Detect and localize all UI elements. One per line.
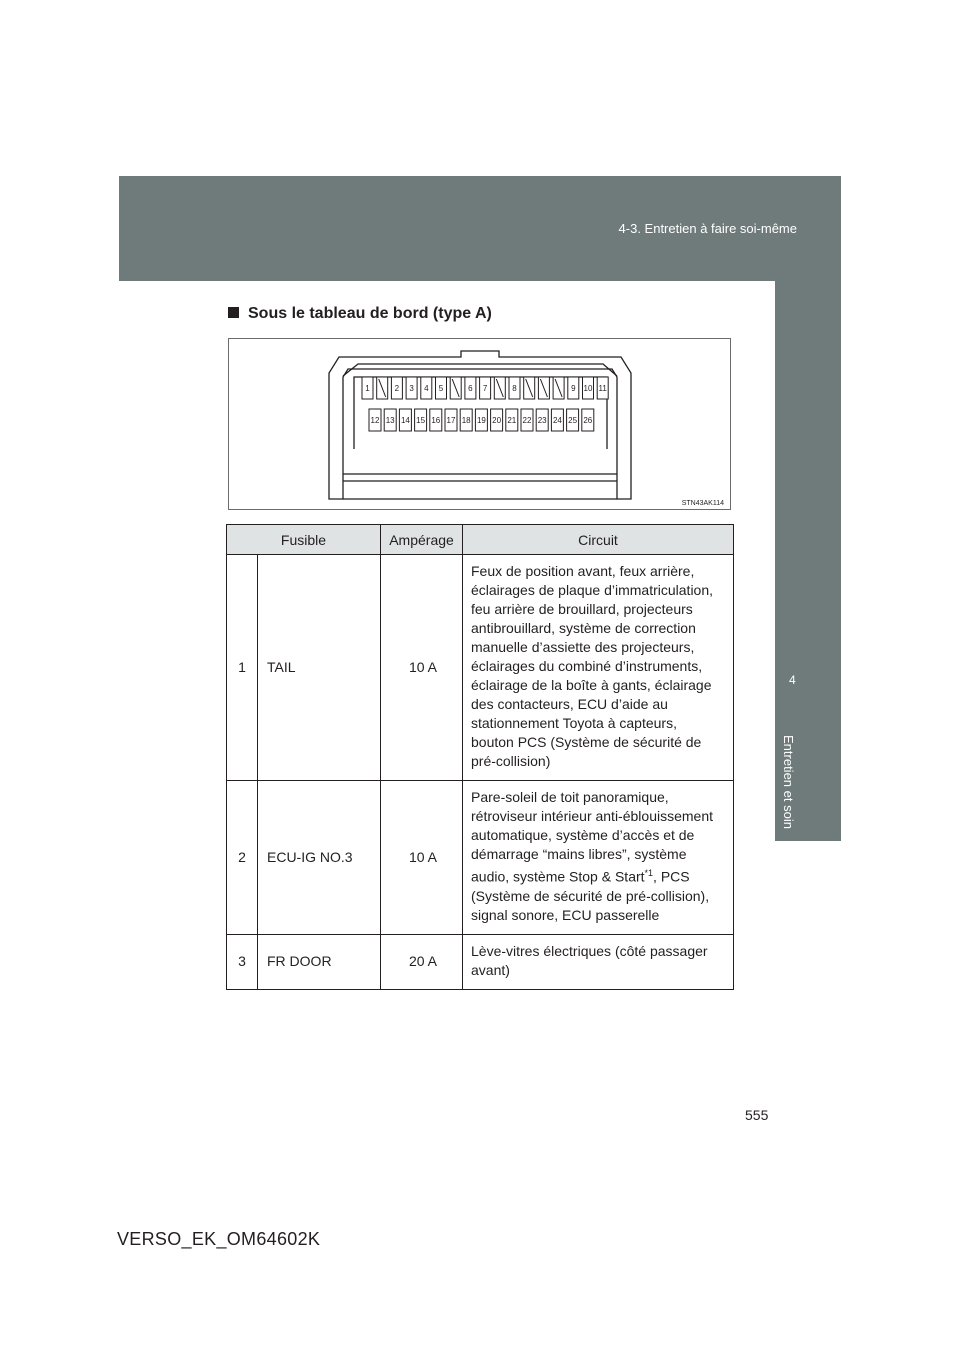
table-row <box>227 934 734 989</box>
fuse-slot-label: 16 <box>431 416 441 425</box>
section-heading-text: Sous le tableau de bord (type A) <box>248 305 492 322</box>
header-circuit: Circuit <box>463 525 734 555</box>
fuse-name: TAIL <box>258 555 381 781</box>
fuse-circuit: Lève-vitres électriques (côté passager avant) <box>463 934 734 989</box>
chapter-header-bar <box>119 176 841 281</box>
chapter-tab-number: 4 <box>789 673 796 687</box>
fuse-slot-label: 21 <box>507 416 517 425</box>
fuse-box-diagram <box>229 339 732 511</box>
footnote-marker: *1 <box>644 868 654 878</box>
fuse-slot-label: 5 <box>438 384 444 393</box>
fuse-slot-label: 6 <box>468 384 473 393</box>
page-number: 555 <box>745 1107 769 1123</box>
fuse-slot-label: 15 <box>416 416 426 425</box>
fuse-slot-label: 10 <box>583 384 593 393</box>
fuse-slot-label: 4 <box>424 384 429 393</box>
fuse-slot-label: 20 <box>492 416 502 425</box>
fuse-amperage: 10 A <box>381 781 463 935</box>
figure-code: STN43AK114 <box>681 500 724 507</box>
fuse-slot-label: 14 <box>400 416 410 425</box>
fuse-slot-label: 9 <box>571 384 576 393</box>
fuse-slot-label: 24 <box>552 416 562 425</box>
table-header-row <box>227 525 734 555</box>
fuse-circuit: Feux de position avant, feux arrière, éclairages de plaque d’immatriculation, feu arrière de brouillard, projecteurs antibrouillard, système de correction manuelle d’assiette des projecteurs, éclairages du combiné d’instruments, éclairage de la boîte à gants, éclairage des contacteurs, ECU d’aide au stationnement Toyota à capteurs, bouton PCS (Système de sécurité de pré-collision) <box>463 555 734 781</box>
table-row <box>227 555 734 781</box>
fuse-slot-label: 25 <box>568 416 578 425</box>
fuse-number: 1 <box>227 555 258 781</box>
fuse-circuit-text-continued: , PCS (Système de sécurité de pré-collision), signal sonore, ECU passerelle <box>471 868 710 923</box>
chapter-side-label <box>781 735 811 845</box>
fuse-amperage: 10 A <box>381 555 463 781</box>
chapter-header-title: 4-3. Entretien à faire soi-même <box>618 221 797 236</box>
fuse-slot-label: 23 <box>537 416 547 425</box>
fuse-slot-label: 3 <box>409 384 414 393</box>
fuse-name: FR DOOR <box>258 934 381 989</box>
header-fusible: Fusible <box>227 525 381 555</box>
fuse-number: 2 <box>227 781 258 935</box>
fuse-circuit <box>463 781 734 935</box>
section-heading <box>228 305 492 323</box>
fuse-slot-label: 11 <box>598 384 607 393</box>
chapter-tab <box>775 655 841 725</box>
fuse-amperage: 20 A <box>381 934 463 989</box>
fuse-slot-label: 17 <box>446 416 456 425</box>
fuse-box-figure <box>228 338 731 510</box>
fuse-slot-label: 7 <box>482 384 488 393</box>
fuse-slot-label: 1 <box>365 384 370 393</box>
fuse-number: 3 <box>227 934 258 989</box>
fuse-circuit-text: Pare-soleil de toit panoramique, rétroviseur intérieur anti-éblouissement automatique, système d’accès et de démarrage “mains libres”, système audio, système Stop & Start <box>471 789 713 885</box>
fuse-slot-label: 2 <box>394 384 400 393</box>
fuse-box-inner-outline <box>343 364 617 376</box>
header-amperage: Ampérage <box>381 525 463 555</box>
fuse-slot-label: 13 <box>385 416 395 425</box>
fuse-slot-label: 22 <box>522 416 532 425</box>
fuse-slot-label: 26 <box>583 416 593 425</box>
fuse-slot-label: 19 <box>476 416 486 425</box>
fuse-slot-label: 8 <box>512 384 517 393</box>
fuse-table <box>226 524 734 990</box>
fuse-slot-label: 12 <box>370 416 380 425</box>
fuse-name: ECU-IG NO.3 <box>258 781 381 935</box>
square-bullet-icon <box>228 307 239 318</box>
document-id: VERSO_EK_OM64602K <box>117 1229 321 1249</box>
table-row <box>227 781 734 935</box>
chapter-side-label-text: Entretien et soin <box>781 735 796 829</box>
fuse-slot-label: 18 <box>461 416 471 425</box>
